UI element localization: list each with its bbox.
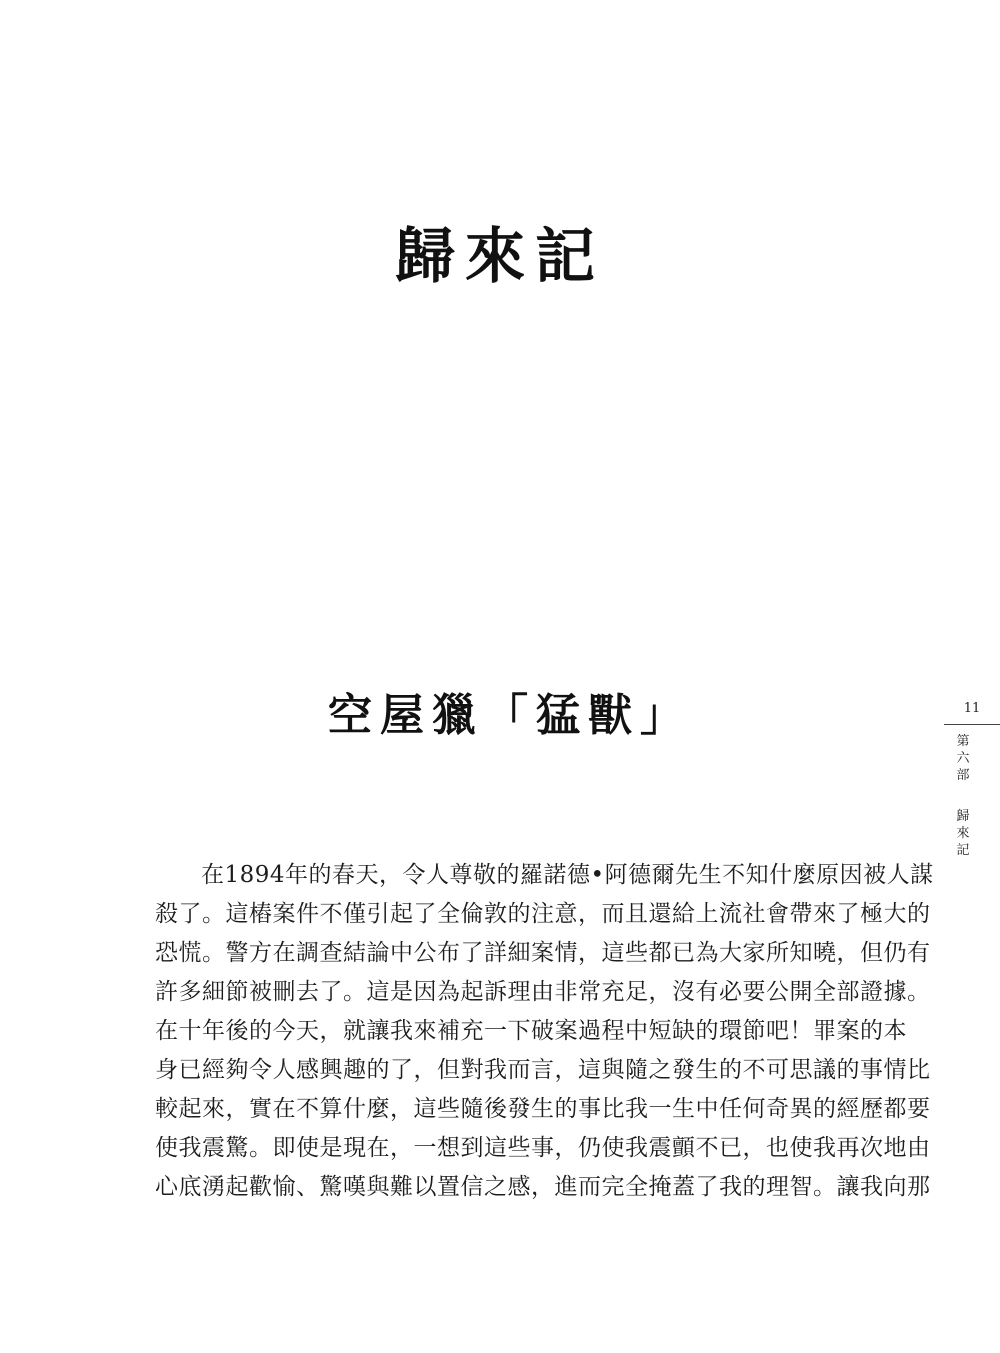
body-line: 殺了。這樁案件不僅引起了全倫敦的注意，而且還給上流社會帶來了極大的 (155, 901, 931, 927)
body-line: 在1894年的春天，令人尊敬的羅諾德•阿德爾先生不知什麼原因被人謀 (201, 862, 934, 888)
page-number: 11 (963, 701, 981, 716)
story-title: 空屋獵「猛獸」 (328, 690, 692, 741)
part-title: 歸來記 (395, 222, 605, 292)
body-line: 在十年後的今天，就讓我來補充一下破案過程中短缺的環節吧！罪案的本 (155, 1018, 907, 1044)
body-line: 許多細節被刪去了。這是因為起訴理由非常充足，沒有必要公開全部證據。 (155, 979, 931, 1005)
body-text (155, 856, 934, 1207)
chapter-label: 歸來記 (956, 809, 970, 858)
part-label: 第六部 (956, 734, 970, 783)
body-line: 使我震驚。即使是現在，一想到這些事，仍使我震顫不已，也使我再次地由 (155, 1135, 931, 1161)
body-line: 心底湧起歡愉、驚嘆與難以置信之感，進而完全掩蓋了我的理智。讓我向那 (155, 1174, 931, 1200)
margin-column (944, 700, 1000, 859)
body-line: 較起來，實在不算什麼，這些隨後發生的事比我一生中任何奇異的經歷都要 (155, 1096, 931, 1122)
body-line: 恐慌。警方在調查結論中公布了詳細案情，這些都已為大家所知曉，但仍有 (155, 940, 931, 966)
margin-divider (944, 724, 1000, 725)
body-line: 身已經夠令人感興趣的了，但對我而言，這與隨之發生的不可思議的事情比 (155, 1057, 931, 1083)
